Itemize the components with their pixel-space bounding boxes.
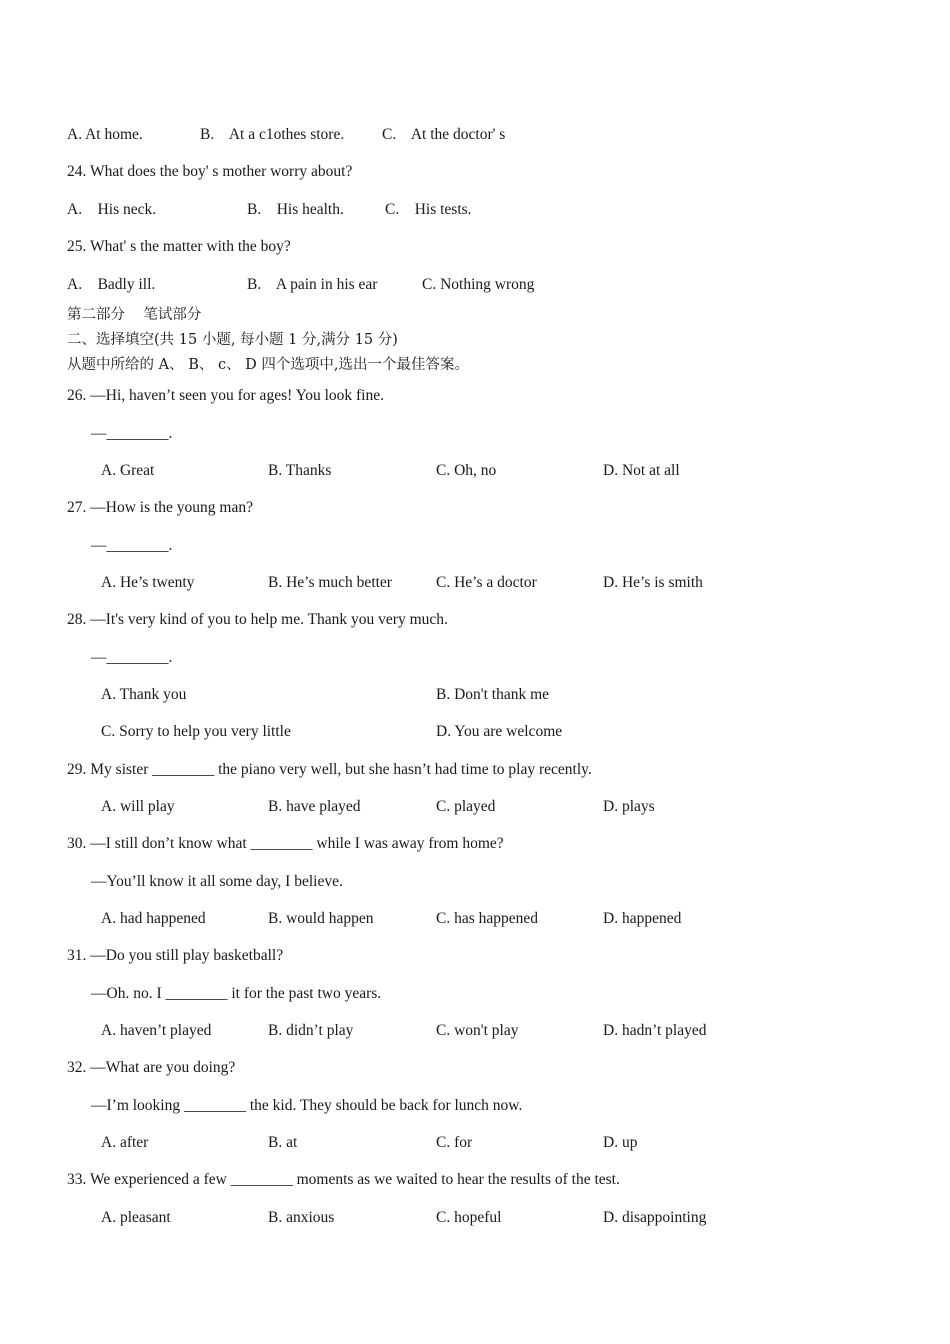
q23-option-c: C. At the doctor' s: [382, 126, 506, 143]
q33-option-d: D. disappointing: [603, 1209, 707, 1226]
section-heading: 二、选择填空(共 15 小题, 每小题 1 分,满分 15 分): [67, 332, 398, 348]
q31-question: 31. —Do you still play basketball?: [67, 947, 284, 964]
q27-option-b: B. He’s much better: [268, 574, 392, 591]
q30-question: 30. —I still don’t know what ________ while I was away from home?: [67, 835, 504, 852]
q25-question: 25. What' s the matter with the boy?: [67, 238, 291, 255]
q28-option-d: D. You are welcome: [436, 723, 563, 740]
q27-option-c: C. He’s a doctor: [436, 574, 537, 591]
q33-option-b: B. anxious: [268, 1209, 335, 1226]
q27-question: 27. —How is the young man?: [67, 499, 253, 516]
q32-option-c: C. for: [436, 1134, 473, 1151]
q26-question: 26. —Hi, haven’t seen you for ages! You look fine.: [67, 387, 384, 404]
q26-option-d: D. Not at all: [603, 462, 680, 479]
q30-option-b: B. would happen: [268, 910, 374, 927]
q29-option-d: D. plays: [603, 798, 655, 815]
q33-option-c: C. hopeful: [436, 1209, 502, 1226]
q32-option-a: A. after: [101, 1134, 149, 1151]
q28-option-b: B. Don't thank me: [436, 686, 550, 703]
q32-option-d: D. up: [603, 1134, 638, 1151]
q27-blank: —________.: [91, 537, 173, 554]
q27-option-a: A. He’s twenty: [101, 574, 195, 591]
q29-option-c: C. played: [436, 798, 496, 815]
q28-question: 28. —It's very kind of you to help me. Thank you very much.: [67, 611, 448, 628]
q30-option-d: D. happened: [603, 910, 682, 927]
q29-option-b: B. have played: [268, 798, 361, 815]
q23-option-b: B. At a c1othes store.: [200, 126, 345, 143]
q31-option-d: D. hadn’t played: [603, 1022, 707, 1039]
q32-reply: —I’m looking ________ the kid. They should be back for lunch now.: [91, 1097, 523, 1114]
q26-option-c: C. Oh, no: [436, 462, 497, 479]
q31-option-c: C. won't play: [436, 1022, 519, 1039]
q32-question: 32. —What are you doing?: [67, 1059, 236, 1076]
q28-option-a: A. Thank you: [101, 686, 187, 703]
q25-option-b: B. A pain in his ear: [247, 276, 378, 293]
q33-question: 33. We experienced a few ________ moments as we waited to hear the results of the test.: [67, 1171, 620, 1188]
q30-option-a: A. had happened: [101, 910, 206, 927]
q29-question: 29. My sister ________ the piano very well, but she hasn’t had time to play recently.: [67, 761, 592, 778]
part2-title: 第二部分 笔试部分: [67, 307, 202, 323]
q26-blank: —________.: [91, 425, 173, 442]
section-instruction: 从题中所给的 A、 B、 c、 D 四个选项中,选出一个最佳答案。: [67, 357, 470, 373]
q30-option-c: C. has happened: [436, 910, 539, 927]
q25-option-a: A. Badly ill.: [67, 276, 156, 293]
q28-blank: —________.: [91, 649, 173, 666]
q27-option-d: D. He’s is smith: [603, 574, 703, 591]
q28-option-c: C. Sorry to help you very little: [101, 723, 291, 740]
q26-option-a: A. Great: [101, 462, 155, 479]
q24-option-b: B. His health.: [247, 201, 344, 218]
q24-option-c: C. His tests.: [385, 201, 472, 218]
q33-option-a: A. pleasant: [101, 1209, 171, 1226]
q24-question: 24. What does the boy' s mother worry about?: [67, 163, 353, 180]
q23-option-a: A. At home.: [67, 126, 143, 143]
q31-reply: —Oh. no. I ________ it for the past two years.: [91, 985, 382, 1002]
q25-option-c: C. Nothing wrong: [422, 276, 535, 293]
q24-option-a: A. His neck.: [67, 201, 157, 218]
q29-option-a: A. will play: [101, 798, 175, 815]
q26-option-b: B. Thanks: [268, 462, 332, 479]
q30-reply: —You’ll know it all some day, I believe.: [91, 873, 343, 890]
q31-option-a: A. haven’t played: [101, 1022, 212, 1039]
q32-option-b: B. at: [268, 1134, 298, 1151]
q31-option-b: B. didn’t play: [268, 1022, 354, 1039]
